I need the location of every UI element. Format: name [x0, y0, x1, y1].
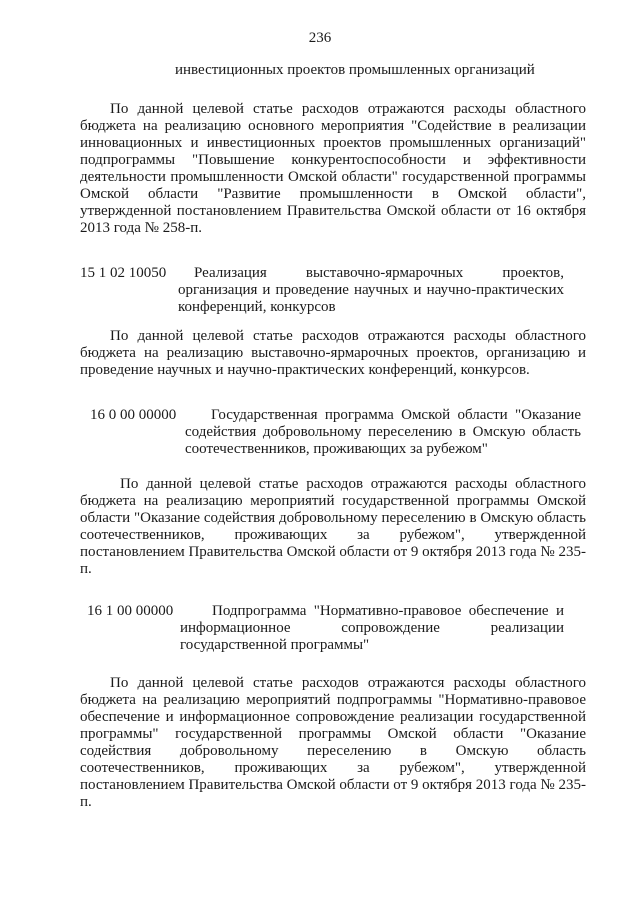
paragraph-2: По данной целевой статье расходов отражаются расходы областного бюджета на реализацию выставочно-ярмарочных проектов, организацию и проведение научных и научно-практических конференций, конкурсов. — [80, 328, 586, 378]
entry-2-code: 16 0 00 00000 — [90, 407, 177, 423]
entry-3-title: Подпрограмма "Нормативно-правовое обеспечение и информационное сопровождение реализации государственной программы" — [180, 603, 564, 653]
paragraph-3: По данной целевой статье расходов отражаются расходы областного бюджета на реализацию мероприятий государственной программы Омской области "Оказание содействия добровольному переселению в Омскую область соотечественников, проживающих за рубежом", утвержденной постановлением Правительства Омской области от 9 октября 2013 года № 235-п. — [80, 476, 586, 577]
entry-3-code: 16 1 00 00000 — [87, 603, 174, 619]
entry-1-code: 15 1 02 10050 — [80, 265, 167, 281]
heading-continuation: инвестиционных проектов промышленных организаций — [175, 62, 535, 78]
page-number: 236 — [308, 30, 332, 46]
paragraph-4: По данной целевой статье расходов отражаются расходы областного бюджета на реализацию мероприятий подпрограммы "Нормативно-правовое обеспечение и информационное сопровождение реализации государственной программы" государственной программы Омской области "Оказание содействия добровольному переселению в Омскую область соотечественников, проживающих за рубежом", утвержденной постановлением Правительства Омской области от 9 октября 2013 года № 235-п. — [80, 675, 586, 810]
entry-1-title: Реализация выставочно-ярмарочных проектов, организация и проведение научных и научно-практических конференций, конкурсов — [178, 265, 564, 315]
paragraph-1: По данной целевой статье расходов отражаются расходы областного бюджета на реализацию основного мероприятия "Содействие в реализации инновационных и инвестиционных проектов промышленных организаций" подпрограммы "Повышение конкурентоспособности и эффективности деятельности промышленности Омской области" государственной программы Омской области "Развитие промышленности в Омской области", утвержденной постановлением Правительства Омской области от 16 октября 2013 года № 258-п. — [80, 101, 586, 236]
entry-2-title: Государственная программа Омской области "Оказание содействия добровольному переселению в Омскую область соотечественников, проживающих за рубежом" — [185, 407, 581, 457]
